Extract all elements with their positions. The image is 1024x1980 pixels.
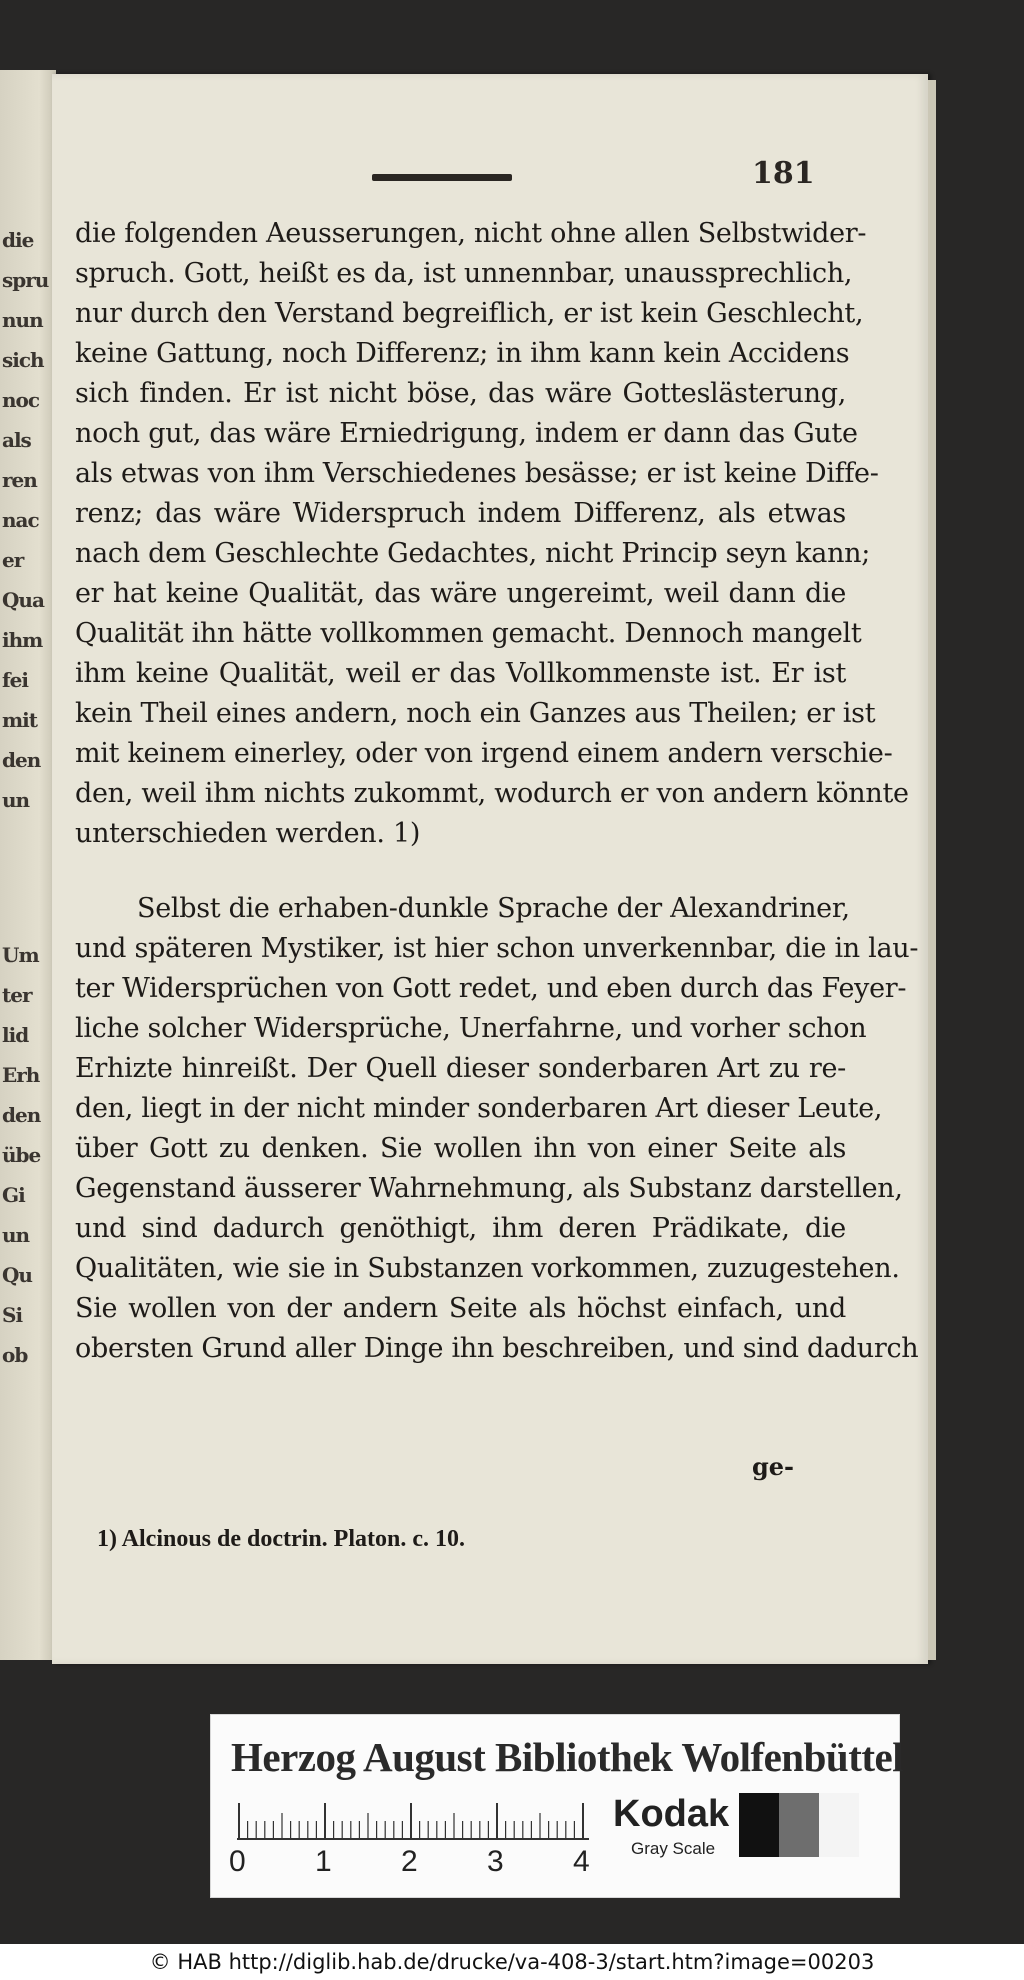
measure-ruler — [237, 1801, 589, 1841]
text-line: obersten Grund aller Dinge ihn beschreiben, und sind dadurch — [75, 1333, 919, 1364]
text-line: als etwas von ihm Verschiedenes besässe; er ist keine Diffe- — [75, 458, 879, 489]
previous-page-fragment: Qua — [2, 588, 44, 612]
previous-page-fragment: spru — [2, 268, 49, 292]
library-color-card — [210, 1714, 904, 1898]
previous-page-fragment: nac — [2, 508, 39, 532]
footnote: 1) Alcinous de doctrin. Platon. c. 10. — [97, 1526, 466, 1552]
text-line: nach dem Geschlechte Gedachtes, nicht Princip seyn kann; — [75, 538, 871, 569]
gray-swatch — [779, 1793, 819, 1857]
text-line: spruch. Gott, heißt es da, ist unnennbar, unaussprechlich, — [75, 258, 853, 289]
previous-page-fragment: lid — [2, 1023, 29, 1047]
previous-page-fragment: sich — [2, 348, 44, 372]
page-number: 181 — [752, 156, 815, 191]
ruler-labels — [229, 1845, 609, 1879]
previous-page-fragment: un — [2, 1223, 30, 1247]
library-name: Herzog August Bibliothek Wolfenbüttel — [231, 1734, 904, 1780]
previous-page-fragment: Si — [2, 1303, 23, 1327]
ruler-number: 3 — [487, 1845, 504, 1878]
gray-swatch — [739, 1793, 779, 1857]
previous-page-fragment: Qu — [2, 1263, 32, 1287]
previous-page-fragment: ihm — [2, 628, 43, 652]
previous-page-fragment: fei — [2, 668, 28, 692]
gray-scale-label: Gray Scale — [631, 1839, 716, 1858]
gray-scale-swatches — [739, 1793, 859, 1857]
text-line: über Gott zu denken. Sie wollen ihn von einer Seite als — [75, 1133, 846, 1164]
text-line: Erhizte hinreißt. Der Quell dieser sonderbaren Art zu re- — [75, 1053, 846, 1084]
text-line: den, liegt in der nicht minder sonderbaren Art dieser Leute, — [75, 1093, 883, 1124]
previous-page-fragment: als — [2, 428, 31, 452]
previous-page-fragment — [2, 828, 38, 848]
ruler-number: 1 — [315, 1845, 332, 1878]
previous-page-fragment: mit — [2, 708, 37, 732]
text-line: Qualitäten, wie sie in Substanzen vorkommen, zuzugestehen. — [75, 1253, 900, 1284]
text-line: Selbst die erhaben-dunkle Sprache der Alexandriner, — [137, 893, 850, 924]
previous-page-fragment: er — [2, 548, 24, 572]
previous-page-fragment: den — [2, 748, 41, 772]
previous-page-fragment — [2, 903, 38, 923]
text-line: und späteren Mystiker, ist hier schon unverkennbar, die in lau- — [75, 933, 919, 964]
text-line: den, weil ihm nichts zukommt, wodurch er von andern könnte — [75, 778, 909, 809]
previous-page-fragment: den — [2, 1103, 41, 1127]
book-page — [52, 74, 928, 1664]
text-line: er hat keine Qualität, das wäre ungereimt, weil dann die — [75, 578, 846, 609]
source-credit: © HAB http://diglib.hab.de/drucke/va-408-3/start.htm?image=00203 — [0, 1944, 1024, 1980]
kodak-logo: Kodak — [613, 1793, 730, 1835]
previous-page-fragment: übe — [2, 1143, 41, 1167]
text-line: unterschieden werden. 1) — [75, 818, 421, 849]
previous-page-fragment: Erh — [2, 1063, 40, 1087]
previous-page-fragment: nun — [2, 308, 43, 332]
body-text — [75, 214, 919, 1369]
ruler-number: 0 — [229, 1845, 246, 1878]
ruler-number: 4 — [573, 1845, 590, 1878]
text-line: und sind dadurch genöthigt, ihm deren Prädikate, die — [75, 1213, 846, 1244]
gray-swatch — [819, 1793, 859, 1857]
text-line: nur durch den Verstand begreiflich, er ist kein Geschlecht, — [75, 298, 864, 329]
text-line: noch gut, das wäre Erniedrigung, indem er dann das Gute — [75, 418, 858, 449]
paragraph-gap — [75, 854, 846, 889]
previous-page-fragment: Gi — [2, 1183, 25, 1207]
text-line: Qualität ihn hätte vollkommen gemacht. Dennoch mangelt — [75, 618, 862, 649]
text-line: kein Theil eines andern, noch ein Ganzes aus Theilen; er ist — [75, 698, 876, 729]
previous-page-edge — [0, 70, 56, 1660]
previous-page-fragment: un — [2, 788, 30, 812]
text-line: ihm keine Qualität, weil er das Vollkommenste ist. Er ist — [75, 658, 846, 689]
text-line: Gegenstand äusserer Wahrnehmung, als Substanz darstellen, — [75, 1173, 903, 1204]
previous-page-fragment: noc — [2, 388, 40, 412]
text-line: die folgenden Aeusserungen, nicht ohne allen Selbstwider- — [75, 218, 867, 249]
previous-page-fragment: ren — [2, 468, 37, 492]
text-line: sich finden. Er ist nicht böse, das wäre Gotteslästerung, — [75, 378, 846, 409]
text-line: mit keinem einerley, oder von irgend einem andern verschie- — [75, 738, 893, 769]
previous-page-fragment: die — [2, 228, 34, 252]
text-line: ter Widersprüchen von Gott redet, und eben durch das Feyer- — [75, 973, 907, 1004]
previous-page-fragment: Um — [2, 943, 39, 967]
catchword: ge- — [752, 1452, 795, 1481]
header-rule — [372, 174, 512, 181]
text-line: renz; das wäre Widerspruch indem Differenz, als etwas — [75, 498, 846, 529]
text-line: Sie wollen von der andern Seite als höchst einfach, und — [75, 1293, 846, 1324]
previous-page-fragment: ob — [2, 1343, 28, 1367]
text-line: keine Gattung, noch Differenz; in ihm kann kein Accidens — [75, 338, 850, 369]
previous-page-fragment: ter — [2, 983, 32, 1007]
text-line: liche solcher Widersprüche, Unerfahrne, und vorher schon — [75, 1013, 867, 1044]
ruler-number: 2 — [401, 1845, 418, 1878]
